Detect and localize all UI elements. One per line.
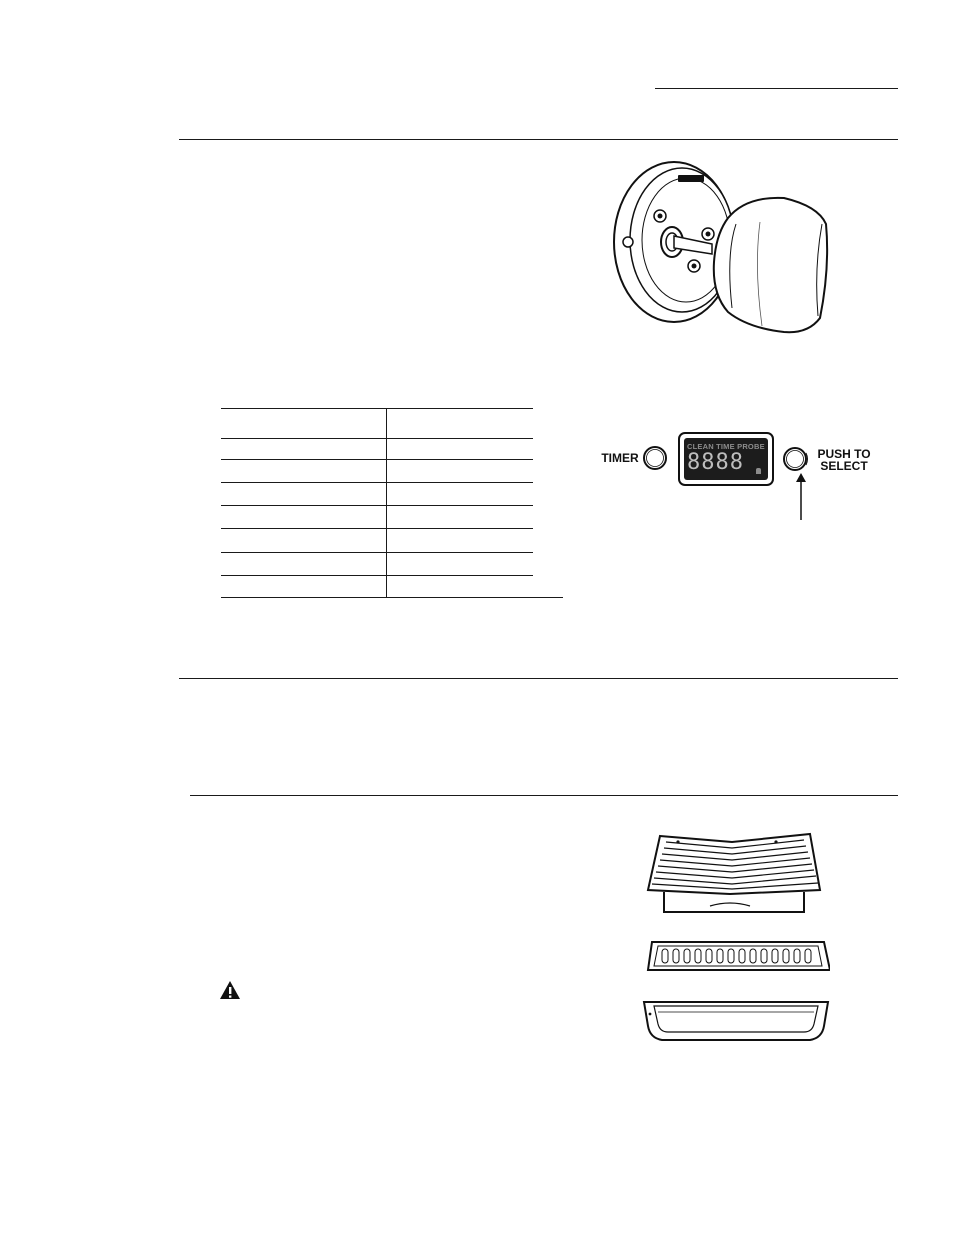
table-row-line bbox=[221, 482, 533, 483]
select-knob[interactable] bbox=[782, 445, 810, 473]
lcd-display bbox=[678, 432, 774, 486]
table-row-line bbox=[221, 505, 533, 506]
broiler-pan-illustration bbox=[640, 996, 832, 1044]
table-column-divider bbox=[386, 408, 387, 598]
header-rule bbox=[655, 88, 898, 89]
broiler-grid-illustration bbox=[646, 938, 830, 978]
table-row-line bbox=[221, 575, 533, 576]
timer-label: TIMER bbox=[601, 451, 639, 465]
knob-illustration bbox=[608, 158, 838, 340]
timer-button[interactable] bbox=[642, 445, 668, 471]
lcd-screen bbox=[684, 438, 768, 480]
broiler-rack-illustration bbox=[640, 828, 830, 918]
section-rule-1 bbox=[179, 139, 898, 140]
table-row-line bbox=[221, 408, 533, 409]
push-to-label: PUSH TO bbox=[817, 447, 871, 461]
warning-triangle-icon bbox=[219, 980, 241, 1000]
table-row-line bbox=[221, 438, 533, 439]
table-row-line bbox=[221, 528, 533, 529]
lcd-digits: 8888 bbox=[687, 450, 744, 475]
section-rule-3 bbox=[190, 795, 898, 796]
table-row-line bbox=[221, 459, 533, 460]
select-label: SELECT bbox=[820, 459, 868, 473]
pointer-arrow bbox=[794, 472, 808, 522]
table-bottom-line bbox=[221, 597, 563, 598]
data-table bbox=[221, 408, 563, 598]
table-row-line bbox=[221, 552, 533, 553]
control-panel bbox=[596, 428, 886, 524]
push-to-select-label bbox=[812, 448, 876, 472]
lcd-indicator-text: CLEAN TIME PROBE bbox=[687, 442, 765, 451]
section-rule-2 bbox=[179, 678, 898, 679]
lcd-small-indicator bbox=[756, 468, 761, 474]
